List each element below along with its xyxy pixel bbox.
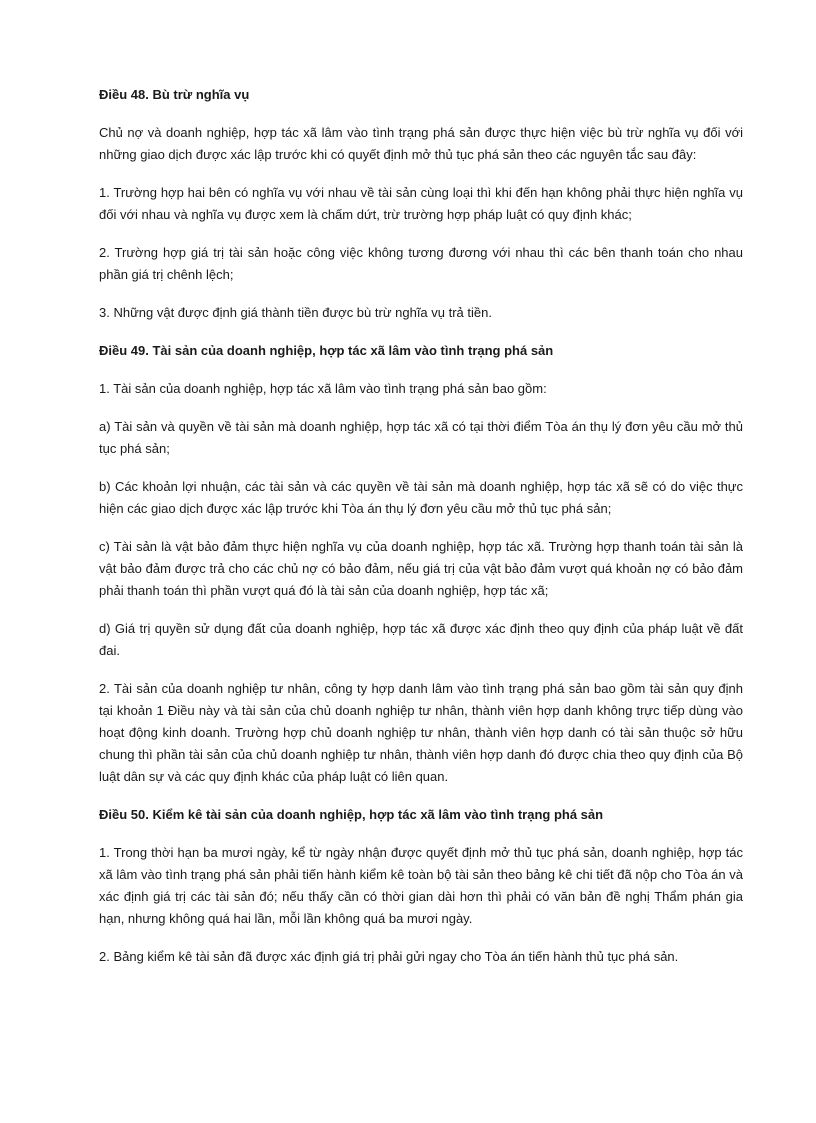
article-49-item-c: c) Tài sản là vật bảo đảm thực hiện nghĩa vụ của doanh nghiệp, hợp tác xã. Trường hợp thanh toán tài sản là vật bảo đảm được trả cho các chủ nợ có bảo đảm, nếu giá trị của vật bảo đảm vượt quá khoản nợ có bảo đảm phải thanh toán thì phần vượt quá đó là tài sản của doanh nghiệp, hợp tác xã; xyxy=(99,539,743,598)
article-50-clause-2: 2. Bảng kiểm kê tài sản đã được xác định giá trị phải gửi ngay cho Tòa án tiến hành thủ tục phá sản. xyxy=(99,949,679,964)
article-49-clause-2: 2. Tài sản của doanh nghiệp tư nhân, công ty hợp danh lâm vào tình trạng phá sản bao gồm tài sản quy định tại khoản 1 Điều này và tài sản của chủ doanh nghiệp tư nhân, thành viên hợp danh không trực tiếp dùng vào hoạt động kinh doanh. Trường hợp chủ doanh nghiệp tư nhân, thành viên hợp danh có tài sản thuộc sở hữu chung thì phần tài sản của chủ doanh nghiệp tư nhân, thành viên hợp danh đó được chia theo quy định của Bộ luật dân sự và các quy định khác của pháp luật có liên quan. xyxy=(99,681,743,784)
article-49-clause-1: 1. Tài sản của doanh nghiệp, hợp tác xã lâm vào tình trạng phá sản bao gồm: xyxy=(99,381,547,396)
article-48-clause-1: 1. Trường hợp hai bên có nghĩa vụ với nhau về tài sản cùng loại thì khi đến hạn không phải thực hiện nghĩa vụ đối với nhau và nghĩa vụ được xem là chấm dứt, trừ trường hợp pháp luật có quy định khác; xyxy=(99,185,743,222)
article-49-heading: Điều 49. Tài sản của doanh nghiệp, hợp tác xã lâm vào tình trạng phá sản xyxy=(99,343,554,358)
article-49-item-a: a) Tài sản và quyền về tài sản mà doanh nghiệp, hợp tác xã có tại thời điểm Tòa án thụ lý đơn yêu cầu mở thủ tục phá sản; xyxy=(99,419,743,456)
article-48-intro: Chủ nợ và doanh nghiệp, hợp tác xã lâm vào tình trạng phá sản được thực hiện việc bù trừ nghĩa vụ đối với những giao dịch được xác lập trước khi có quyết định mở thủ tục phá sản theo các nguyên tắc sau đây: xyxy=(99,125,743,162)
article-48-clause-2: 2. Trường hợp giá trị tài sản hoặc công việc không tương đương với nhau thì các bên thanh toán cho nhau phần giá trị chênh lệch; xyxy=(99,245,743,282)
article-50-clause-1: 1. Trong thời hạn ba mươi ngày, kể từ ngày nhận được quyết định mở thủ tục phá sản, doanh nghiệp, hợp tác xã lâm vào tình trạng phá sản phải tiến hành kiểm kê toàn bộ tài sản theo bảng kê chi tiết đã nộp cho Tòa án và xác định giá trị các tài sản đó; nếu thấy cần có thời gian dài hơn thì phải có văn bản đề nghị Thẩm phán gia hạn, nhưng không quá hai lần, mỗi lần không quá ba mươi ngày. xyxy=(99,845,743,926)
article-49-item-b: b) Các khoản lợi nhuận, các tài sản và các quyền về tài sản mà doanh nghiệp, hợp tác xã sẽ có do việc thực hiện các giao dịch được xác lập trước khi Tòa án thụ lý đơn yêu cầu mở thủ tục phá sản; xyxy=(99,479,743,516)
article-48-heading: Điều 48. Bù trừ nghĩa vụ xyxy=(99,87,250,102)
article-50-heading: Điều 50. Kiểm kê tài sản của doanh nghiệp, hợp tác xã lâm vào tình trạng phá sản xyxy=(99,807,604,822)
article-48-clause-3: 3. Những vật được định giá thành tiền được bù trừ nghĩa vụ trả tiền. xyxy=(99,305,492,320)
document-page xyxy=(99,84,743,984)
article-49-item-d: d) Giá trị quyền sử dụng đất của doanh nghiệp, hợp tác xã được xác định theo quy định của pháp luật về đất đai. xyxy=(99,621,743,658)
